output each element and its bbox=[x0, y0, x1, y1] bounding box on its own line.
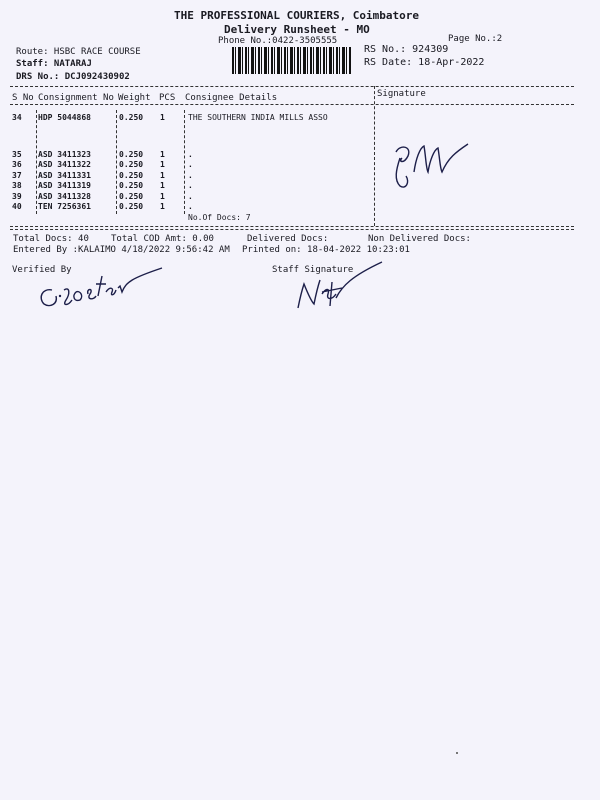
no-of-docs: No.Of Docs: 7 bbox=[188, 213, 251, 222]
header-consignment: Consignment No bbox=[38, 93, 114, 103]
cell-weight: 0.250 bbox=[119, 192, 144, 201]
header-consignee: Consignee Details bbox=[185, 93, 278, 103]
cell-consignment: ASD 3411328 bbox=[38, 192, 91, 201]
cell-consignee: . bbox=[188, 171, 193, 180]
cell-consignee: . bbox=[188, 192, 193, 201]
header-signature: Signature bbox=[377, 89, 426, 99]
staff-signature bbox=[292, 258, 392, 314]
cell-consignment: HDP 5044868 bbox=[38, 113, 91, 122]
cell-weight: 0.250 bbox=[119, 150, 144, 159]
table-row bbox=[0, 113, 374, 125]
cell-pcs: 1 bbox=[160, 160, 165, 169]
non-delivered-docs: Non Delivered Docs: bbox=[368, 234, 471, 244]
cell-sno: 40 bbox=[12, 202, 22, 211]
cell-weight: 0.250 bbox=[119, 160, 144, 169]
staff-signature-label: Staff Signature bbox=[272, 265, 354, 275]
summary-top-rule bbox=[10, 229, 574, 230]
cell-consignment: TEN 7256361 bbox=[38, 202, 91, 211]
table-top-rule bbox=[10, 86, 574, 87]
barcode bbox=[232, 47, 352, 74]
total-docs: Total Docs: 40 bbox=[13, 234, 89, 244]
signature-column-divider bbox=[374, 86, 375, 226]
cell-sno: 36 bbox=[12, 160, 22, 169]
cell-weight: 0.250 bbox=[119, 171, 144, 180]
delivery-signature bbox=[390, 138, 470, 194]
cell-pcs: 1 bbox=[160, 150, 165, 159]
document-title: Delivery Runsheet - MO bbox=[224, 23, 370, 36]
staff: Staff: NATARAJ bbox=[16, 59, 92, 69]
header-weight: Weight bbox=[118, 93, 151, 103]
cell-sno: 37 bbox=[12, 171, 22, 180]
cell-sno: 38 bbox=[12, 181, 22, 190]
cell-sno: 35 bbox=[12, 150, 22, 159]
cell-consignee: . bbox=[188, 160, 193, 169]
drs-number: DRS No.: DCJ092430902 bbox=[16, 72, 130, 82]
rs-number: RS No.: 924309 bbox=[364, 44, 449, 55]
cell-sno: 34 bbox=[12, 113, 22, 122]
cell-consignee: THE SOUTHERN INDIA MILLS ASSO bbox=[188, 113, 328, 122]
delivered-docs: Delivered Docs: bbox=[247, 234, 329, 244]
cell-consignee: . bbox=[188, 181, 193, 190]
cell-weight: 0.250 bbox=[119, 113, 144, 122]
company-name: THE PROFESSIONAL COURIERS, Coimbatore bbox=[174, 9, 420, 22]
rs-date: RS Date: 18-Apr-2022 bbox=[364, 57, 485, 68]
header-sno: S No bbox=[12, 93, 34, 103]
cell-consignment: ASD 3411331 bbox=[38, 171, 91, 180]
cell-consignment: ASD 3411323 bbox=[38, 150, 91, 159]
scan-speck bbox=[456, 752, 458, 754]
cell-pcs: 1 bbox=[160, 113, 165, 122]
total-cod-amount: Total COD Amt: 0.00 bbox=[111, 234, 214, 244]
verified-by-label: Verified By bbox=[12, 265, 72, 275]
cell-sno: 39 bbox=[12, 192, 22, 201]
cell-weight: 0.250 bbox=[119, 202, 144, 211]
cell-consignee: . bbox=[188, 150, 193, 159]
table-row bbox=[0, 202, 374, 214]
cell-pcs: 1 bbox=[160, 192, 165, 201]
printed-on: Printed on: 18-04-2022 10:23:01 bbox=[242, 245, 410, 255]
header-pcs: PCS bbox=[159, 93, 176, 103]
page-number: Page No.:2 bbox=[448, 34, 503, 44]
cell-pcs: 1 bbox=[160, 171, 165, 180]
entered-by: Entered By :KALAIMO 4/18/2022 9:56:42 AM bbox=[13, 245, 230, 255]
table-header-rule bbox=[10, 104, 574, 105]
phone-number: Phone No.:0422-3505555 bbox=[218, 36, 338, 46]
cell-weight: 0.250 bbox=[119, 181, 144, 190]
route: Route: HSBC RACE COURSE bbox=[16, 47, 141, 57]
cell-consignment: ASD 3411319 bbox=[38, 181, 91, 190]
cell-consignment: ASD 3411322 bbox=[38, 160, 91, 169]
cell-pcs: 1 bbox=[160, 181, 165, 190]
cell-consignee: . bbox=[188, 202, 193, 211]
cell-pcs: 1 bbox=[160, 202, 165, 211]
table-bottom-rule bbox=[10, 226, 574, 227]
verifier-signature bbox=[36, 262, 166, 312]
